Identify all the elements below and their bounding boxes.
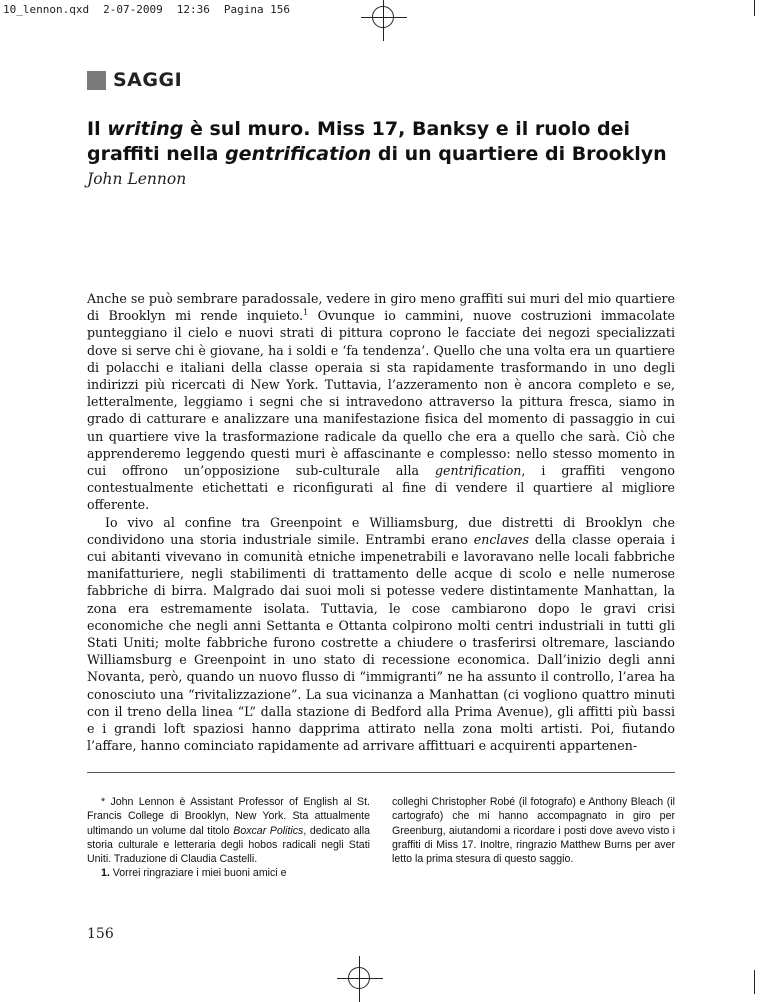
print-slug	[3, 3, 304, 16]
crop-mark-bottom-right	[754, 970, 755, 994]
title-emphasis-gentrification: gentrification	[225, 143, 372, 165]
registration-mark-bottom	[337, 956, 383, 1002]
registration-mark-hline	[361, 17, 407, 18]
section-label: SAGGI	[113, 69, 183, 91]
section-header	[87, 69, 182, 91]
title-emphasis-writing: writing	[107, 118, 184, 140]
body-paragraph: Io vivo al confine tra Greenpoint e Williamsburg, due distretti di Brooklyn che condividono una storia industriale simile. Entrambi erano enclaves della classe operaia i cui abitanti vivevano in comunità etniche impenetrabili e lavoravano nelle locali fabbriche manifatturiere, negli stabilimenti di trattamento delle acque di scolo e nelle numerose fabbriche di birra. Malgrado dai suoi moli si potesse vedere distintamente Manhattan, la zona era estremamente isolata. Tuttavia, le cose cambiarono dopo le gravi crisi economiche che negli anni Settanta e Ottanta colpirono molti centri industriali in tutti gli Stati Uniti; molte fabbriche furono costrette a chiudere o trasferirsi oltremare, lasciando Williamsburg e Greenpoint in uno stato di recessione economica. Dall’inizio degli anni Novanta, però, quando un nuovo flusso di “immigranti” ne ha assunto il controllo, l’area ha conosciuto una “rivitalizzazione”. La sua vicinanza a Manhattan (ci vogliono quattro minuti con il treno della linea “L” dalla stazione di Bedford alla Prima Avenue), gli affitti più bassi e i grandi loft spaziosi hanno dapprima attirato nella zona molti artisti. Poi, fiutando l’affare, hanno cominciato rapidamente ad arrivare affittuari e acquirenti appartenen-	[87, 514, 676, 754]
slug-date: 2-07-2009	[103, 3, 163, 16]
article-title: Il writing è sul muro. Miss 17, Banksy e il ruolo dei graffiti nella gentrification di un quartiere di Brooklyn	[87, 118, 667, 165]
footnote-1: 1. Vorrei ringraziare i miei buoni amici e	[101, 867, 287, 880]
registration-mark-hline	[337, 978, 383, 979]
registration-mark-vline	[359, 956, 360, 1002]
footnote-column-left	[87, 795, 370, 881]
footnote-column-right	[392, 795, 675, 881]
slug-filename: 10_lennon.qxd	[3, 3, 90, 16]
article-body	[87, 290, 675, 754]
footnotes	[87, 795, 675, 881]
article-author: John Lennon	[87, 170, 187, 188]
slug-time: 12:36	[176, 3, 210, 16]
author-footnote: * John Lennon è Assistant Professor of English al St. Francis College di Brooklyn, New York. Sta attualmente ultimando un volume dal titolo Boxcar Politics, dedicato alla storia culturale e letteraria degli hobos radicali negli Stati Uniti. Traduzione di Claudia Castelli.	[87, 796, 370, 866]
footnote-1-number: 1.	[101, 867, 110, 880]
footnote-1-continued: colleghi Christopher Robé (il fotografo) e Anthony Bleach (il cartografo) che mi hanno accompagnato in giro per Greenburg, aiutandomi a ricordare i posti dove avevo visto i graffiti di Miss 17. Inoltre, ringrazio Matthew Burns per aver letto la prima stesura di questo saggio.	[392, 796, 675, 866]
registration-mark-vline	[383, 0, 384, 41]
slug-page: Pagina 156	[223, 3, 291, 16]
page-number: 156	[87, 926, 114, 942]
registration-mark-top	[361, 0, 407, 41]
footnote-divider	[87, 772, 675, 773]
crop-mark-top-right	[754, 0, 755, 16]
footnote-ref: 1	[303, 308, 309, 318]
body-paragraph: Anche se può sembrare paradossale, vedere in giro meno graffiti sui muri del mio quartiere di Brooklyn mi rende inquieto.$^1$ Ovunque io cammini, nuove costruzioni immacolate punteggiano il cielo e nuovi strati di pittura coprono le facciate dei negozi specializzati dove si serve chi è giovane, ha i soldi e ‘fa tendenza’. Quello che una volta era un quartiere di polacchi e italiani della classe operaia si sta rapidamente trasformando in uno degli indirizzi più ricercati di New York. Tuttavia, l’azzeramento non è ancora completo e se, letteralmente, leggiamo i segni che si intravedono attraverso la pittura fresca, siamo in grado di catturare e analizzare una manifestazione fisica del momento di passaggio in cui un quartiere vive la trasformazione radicale da quello che era a quello che sarà. Ciò che apprenderemo leggendo questi muri è affascinante e complesso: nello stesso momento in cui offrono un’opposizione sub-culturale alla gentrification, i graffiti vengono contestualmente etichettati e riconfigurati al fine di vendere il quartiere al migliore offerente.	[87, 291, 676, 513]
section-square-icon	[87, 71, 106, 90]
